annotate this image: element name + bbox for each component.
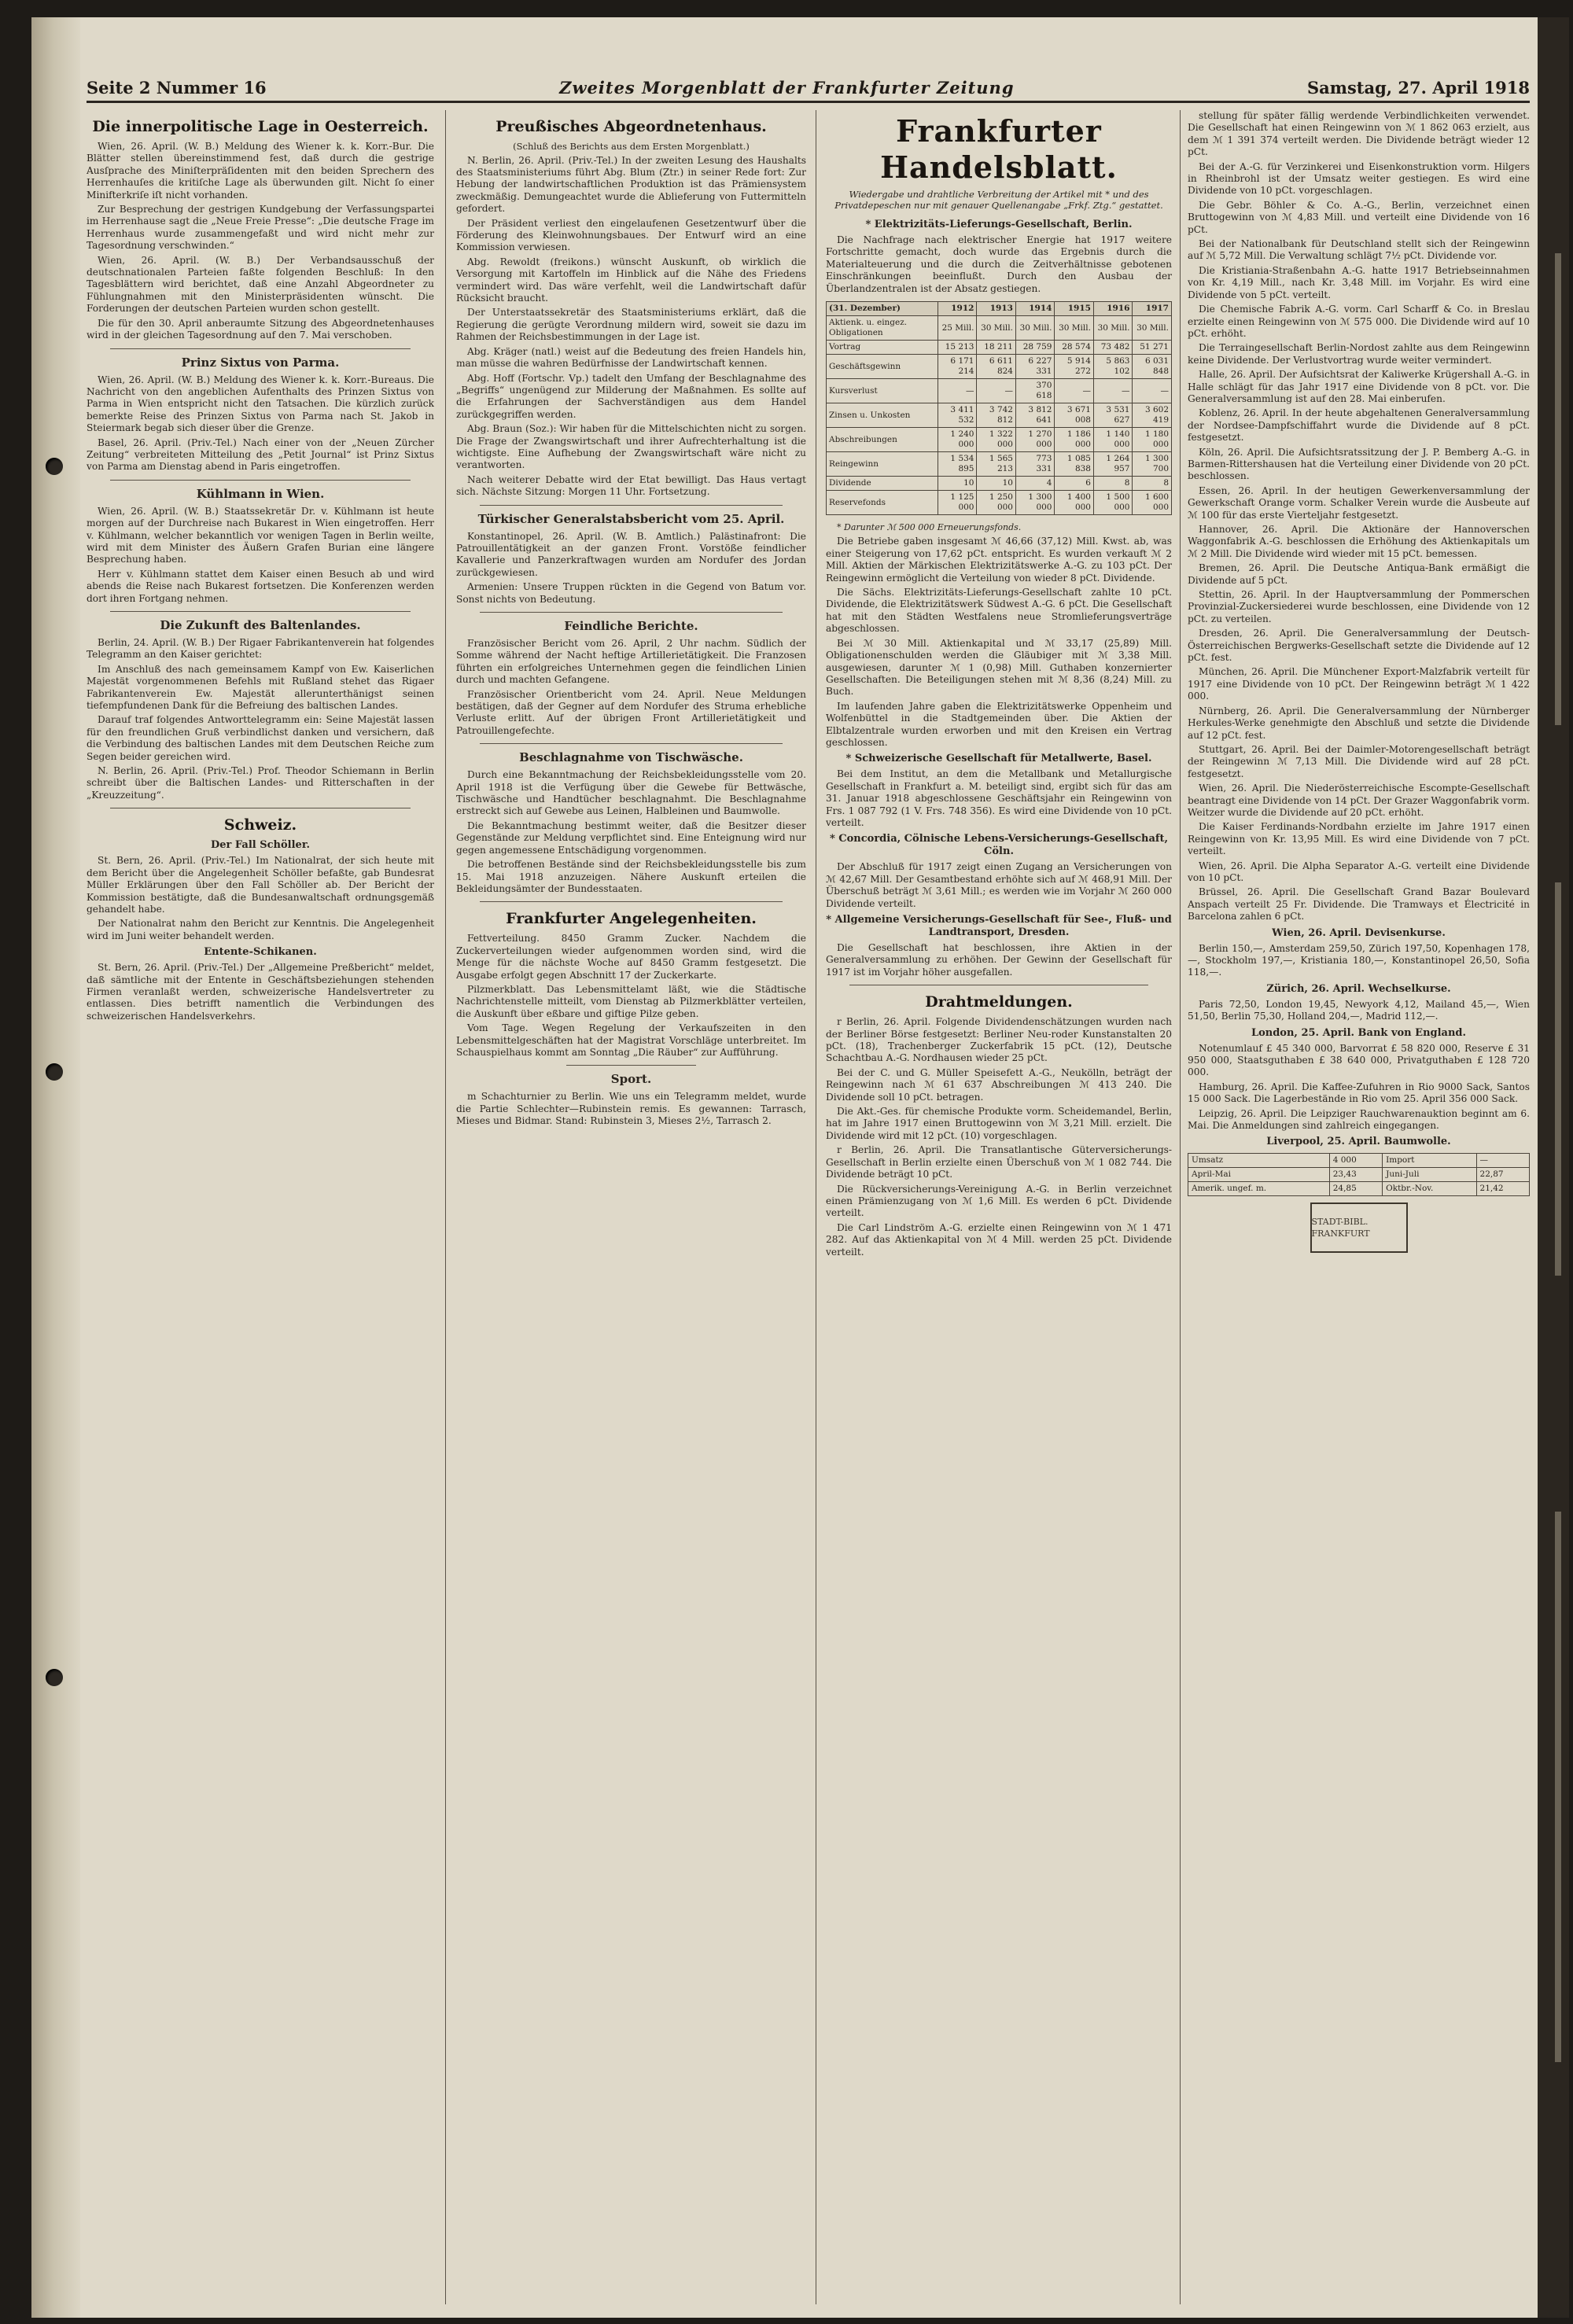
article-paragraph: Durch eine Bekanntmachung der Reichsbekleidungsstelle vom 20. April 1918 ist die Verfügung über die Gewebe für Bettwäsche, Tischwäsche und Handtücher beschlagnahmt. Die Beschlagnahme erstreckt sich auf Gewebe aus Leinen, Halbleinen und Baumwolle. <box>456 769 806 817</box>
table-row <box>827 316 1172 341</box>
article-headline: * Allgemeine Versicherungs-Gesellschaft für See-, Fluß- und Landtransport, Dresden. <box>826 914 1172 938</box>
table-cell: 6 <box>1055 477 1094 491</box>
table-cell: — <box>1476 1154 1529 1168</box>
article-paragraph: St. Bern, 26. April. (Priv.-Tel.) Der „Allgemeine Preßbericht“ meldet, daß sämtliche mit der Entente in Geschäftsbeziehungen stehenden Firmen veranlaßt werden, schweizerische Handelsvertreter zu entlassen. Dies betrifft namentlich die Verbindungen des schweizerischen Handelsverkehrs. <box>87 962 434 1022</box>
table-cell: — <box>938 379 977 403</box>
table-cell: Aktienk. u. eingez. Obligationen <box>827 316 938 341</box>
article-paragraph: Der Abschluß für 1917 zeigt einen Zugang an Versicherungen von ℳ 42,67 Mill. Der Gesamtbestand erhöhte sich auf ℳ 468,91 Mill. Der Überschuß beträgt ℳ 3,61 Mill.; es werden wie im Vorjahr ℳ 260 000 Dividende verteilt. <box>826 861 1172 909</box>
article-paragraph: Vom Tage. Wegen Regelung der Verkaufszeiten in den Lebensmittelgeschäften hat der Magistrat Vorschläge unterbreitet. Im Schauspielhaus kommt am Sonntag „Die Räuber“ zur Aufführung. <box>456 1022 806 1058</box>
table-cell: 1 534 895 <box>938 452 977 477</box>
article-headline: Der Fall Schöller. <box>210 839 311 852</box>
table-cell: 8 <box>1093 477 1133 491</box>
table-cell: 1 300 700 <box>1133 452 1172 477</box>
table-cell: 1 240 000 <box>938 428 977 452</box>
table-cell: Umsatz <box>1188 1154 1330 1168</box>
column-rule <box>1180 110 1181 2304</box>
table-cell: 1 250 000 <box>977 491 1016 515</box>
table-cell: Oktbr.-Nov. <box>1383 1182 1476 1196</box>
article-paragraph: Im Anschluß des nach gemeinsamem Kampf von Ew. Kaiserlichen Majestät vorgenommenen Befehls mit Rußland stehet das Rigaer Fabrikantenverein Ew. Majestät allerunterthänigst seinen tiefempfundenen Dank für die Befreiung des baltischen Landes. <box>87 663 434 712</box>
table-cell: 1 300 000 <box>1015 491 1055 515</box>
table-row <box>827 355 1172 379</box>
article-paragraph: Nach weiterer Debatte wird der Etat bewilligt. Das Haus vertagt sich. Nächste Sitzung: Morgen 11 Uhr. Fortsetzung. <box>456 473 806 498</box>
table-cell: 23,43 <box>1329 1168 1382 1182</box>
article-paragraph: Köln, 26. April. Die Aufsichtsratssitzung der J. P. Bemberg A.-G. in Barmen-Rittershausen hat die Verteilung einer Dividende von 20 pCt. beschlossen. <box>1188 446 1530 482</box>
newspaper-page <box>31 17 1569 2318</box>
article-paragraph: Die für den 30. April anberaumte Sitzung des Abgeordnetenhauses wird in der gleichen Tagesordnung auf den 7. Mai verschoben. <box>87 317 434 341</box>
article-subtitle: (Schluß des Berichts aus dem Ersten Morgenblatt.) <box>513 141 750 152</box>
article-paragraph: Fettverteilung. 8450 Gramm Zucker. Nachdem die Zuckerverteilungen wieder aufgenommen worden sind, wird die Menge für die nächste Woche auf 8450 Gramm festgesetzt. Die Ausgabe erfolgt gegen Abschnitt 17 der Zuckerkarte. <box>456 933 806 981</box>
article-headline: Die Zukunft des Baltenlandes. <box>160 618 361 632</box>
table-cell: 773 331 <box>1015 452 1055 477</box>
article-paragraph: Die Terraingesellschaft Berlin-Nordost zahlte aus dem Reingewinn keine Dividende. Der Verlustvortrag wurde weiter vermindert. <box>1188 342 1530 366</box>
page-number: Seite 2 Nummer 16 <box>87 78 267 98</box>
table-cell: 30 Mill. <box>1055 316 1094 341</box>
column-rule <box>445 110 446 2304</box>
article-headline: Entente-Schikanen. <box>204 946 317 959</box>
article-paragraph: Zur Besprechung der gestrigen Kundgebung der Verfassungspartei im Herrenhause sagt die „Neue Freie Presse“: „Die deutsche Frage im Herrenhaus wurde zusammengefaßt und wird nicht mehr zur Tagesordnung verschwinden.“ <box>87 204 434 252</box>
table-cell: Reservefonds <box>827 491 938 515</box>
market-headline: London, 25. April. Bank von England. <box>1251 1026 1467 1039</box>
table-row <box>827 379 1172 403</box>
article-paragraph: Bremen, 26. April. Die Deutsche Antiqua-Bank ermäßigt die Dividende auf 5 pCt. <box>1188 562 1530 586</box>
table-header-cell: (31. Dezember) <box>827 302 938 316</box>
article-paragraph: Hamburg, 26. April. Die Kaffee-Zufuhren in Rio 9000 Sack, Santos 15 000 Sack. Die Lagerbestände in Rio vom 25. April 356 000 Sack. <box>1188 1081 1530 1105</box>
article-paragraph: Der Nationalrat nahm den Bericht zur Kenntnis. Die Angelegenheit wird im Juni weiter behandelt werden. <box>87 918 434 941</box>
table-cell: 8 <box>1133 477 1172 491</box>
table-header-cell: 1912 <box>938 302 977 316</box>
table-cell: 30 Mill. <box>977 316 1016 341</box>
article-headline: Preußisches Abgeordnetenhaus. <box>495 118 767 135</box>
article-paragraph: Wien, 26. April. (W. B.) Staatssekretär Dr. v. Kühlmann ist heute morgen auf der Durchreise nach Bukarest in Wien eingetroffen. Herr v. Kühlmann, welcher bekanntlich vor wenigen Tagen in Berlin weilte, wird mit dem Minister des Äußern Grafen Burian eine längere Besprechung haben. <box>87 505 434 565</box>
table-cell: 1 600 000 <box>1133 491 1172 515</box>
article-paragraph: Die betroffenen Bestände sind der Reichsbekleidungsstelle bis zum 15. Mai 1918 anzuzeigen. Nähere Auskunft erteilen die Bekleidungsämter der Bundesstaaten. <box>456 859 806 894</box>
table-row <box>827 428 1172 452</box>
market-headline: Zürich, 26. April. Wechselkurse. <box>1266 982 1451 995</box>
article-paragraph: Stettin, 26. April. In der Hauptversammlung der Pommerschen Provinzial-Zuckersiederei wurde beschlossen, eine Dividende von 12 pCt. zu verteilen. <box>1188 589 1530 624</box>
article-paragraph: Die Gesellschaft hat beschlossen, ihre Aktien in der Generalversammlung zu erhöhen. Der Gewinn der Gesellschaft für 1917 ist im Vorjahr höher ausgefallen. <box>826 942 1172 978</box>
binding-hole <box>46 458 63 475</box>
table-cell: 15 213 <box>938 341 977 355</box>
table-cell: 6 611 824 <box>977 355 1016 379</box>
table-cell: 51 271 <box>1133 341 1172 355</box>
table-row <box>827 341 1172 355</box>
table-cell: 25 Mill. <box>938 316 977 341</box>
article-headline: Türkischer Generalstabsbericht vom 25. April. <box>477 511 785 526</box>
article-paragraph: Abg. Rewoldt (freikons.) wünscht Auskunft, ob wirklich die Versorgung mit Kartoffeln im Hinblick auf die Nähe des Friedens vermindert wird. Das wäre verfehlt, weil die Landwirtschaft dafür Rücksicht braucht. <box>456 256 806 304</box>
table-cell: 3 812 641 <box>1015 403 1055 428</box>
article-paragraph: Die Akt.-Ges. für chemische Produkte vorm. Scheidemandel, Berlin, hat im Jahre 1917 einen Bruttogewinn von ℳ 3,21 Mill. erzielt. Die Dividende wird mit 12 pCt. (10) vorgeschlagen. <box>826 1106 1172 1141</box>
table-cell: 1 186 000 <box>1055 428 1094 452</box>
table-cell: Zinsen u. Unkosten <box>827 403 938 428</box>
financial-table <box>826 301 1172 515</box>
article-paragraph: Bei der Nationalbank für Deutschland stellt sich der Reingewinn auf ℳ 5,72 Mill. Die Verwaltung schlägt 7½ pCt. Dividende vor. <box>1188 238 1530 262</box>
table-cell: 1 085 838 <box>1055 452 1094 477</box>
article-paragraph: Die Kristiania-Straßenbahn A.-G. hatte 1917 Betriebseinnahmen von Kr. 4,19 Mill., nach Kr. 3,48 Mill. im Vorjahr. Es wird eine Dividende von 5 pCt. verteilt. <box>1188 264 1530 300</box>
table-row <box>827 477 1172 491</box>
article-paragraph: Die Kaiser Ferdinands-Nordbahn erzielte im Jahre 1917 einen Reingewinn von Kr. 13,95 Mill. Es wird eine Dividende von 7 pCt. verteilt. <box>1188 821 1530 857</box>
table-cell: 1 270 000 <box>1015 428 1055 452</box>
article-paragraph: Wien, 26. April. (W. B.) Meldung des Wiener k. k. Korr.-Bur. Die Blätter stellen übereinstimmend fest, daß durch die gestrige Ausſprache des Miniſterpräſidenten mit den beiden Sprechern des Herrenhauſes die kritiſche Lage als überwunden gilt. Nicht ſo einer Minifterkriſe iſt nicht vorhanden. <box>87 141 434 201</box>
article-paragraph: Bei der C. und G. Müller Speisefett A.-G., Neukölln, beträgt der Reingewinn nach ℳ 61 637 Abschreibungen ℳ 413 240. Die Dividende soll 10 pCt. betragen. <box>826 1066 1172 1103</box>
article-paragraph: Abg. Hoff (Fortschr. Vp.) tadelt den Umfang der Beschlagnahme des „Begriffs“ ungenügend zur Milderung der Maßnahmen. Es sollte auf die Erfahrungen der Sachverständigen aus dem Handel zurückgegriffen werden. <box>456 372 806 420</box>
table-row <box>1188 1168 1530 1182</box>
table-cell: 30 Mill. <box>1093 316 1133 341</box>
article-paragraph: Wien, 26. April. (W. B.) Der Verbandsausschuß der deutschnationalen Parteien faßte folgenden Beschluß: In den Tagesblättern wird berichtet, daß eine Anzahl Abgeordneter zu Fühlungnahmen mit den Ministerpräsidenten wünscht. Die Forderungen der deutschen Parteien wurden schon gestellt. <box>87 254 434 315</box>
table-cell: 30 Mill. <box>1133 316 1172 341</box>
article-paragraph: Die Bekanntmachung bestimmt weiter, daß die Besitzer dieser Gegenstände zur Meldung verpflichtet sind. Eine Enteignung wird nur gegen angemessene Entschädigung vorgenommen. <box>456 819 806 856</box>
table-cell: 30 Mill. <box>1015 316 1055 341</box>
table-cell: 28 574 <box>1055 341 1094 355</box>
table-cell: 5 914 272 <box>1055 355 1094 379</box>
table-cell: — <box>1055 379 1094 403</box>
article-paragraph: Wien, 26. April. (W. B.) Meldung des Wiener k. k. Korr.-Bureaus. Die Nachricht von den angeblichen Aufenthalts des Prinzen Sixtus von Parma in Wien entspricht nicht den Tatsachen. Die kürzlich zurück bemerkte Reise des Prinzen Sixtus von Parma nach St. Jakob in Steiermark begab sich dieser über die Grenze. <box>87 374 434 434</box>
table-row <box>827 452 1172 477</box>
table-cell: Juni-Juli <box>1383 1168 1476 1182</box>
article-paragraph: Herr v. Kühlmann stattet dem Kaiser einen Besuch ab und wird abends die Reise nach Bukarest fortsetzen. Die Konferenzen werden dort ihren Fortgang nehmen. <box>87 568 434 604</box>
table-cell: 6 171 214 <box>938 355 977 379</box>
table-cell: 21,42 <box>1476 1182 1529 1196</box>
article-paragraph: Koblenz, 26. April. In der heute abgehaltenen Generalversammlung der Nordsee-Dampfschiffahrt wurde die Dividende auf 8 pCt. festgesetzt. <box>1188 407 1530 444</box>
table-cell: Amerik. ungef. m. <box>1188 1182 1330 1196</box>
article-paragraph: Der Unterstaatssekretär des Staatsministeriums erklärt, daß die Regierung die gerügte Verordnung mildern wird, soweit sie dazu im Rahmen der Reichsbestimmungen in der Lage ist. <box>456 307 806 343</box>
table-cell: 3 671 008 <box>1055 403 1094 428</box>
table-header-cell: 1916 <box>1093 302 1133 316</box>
table-row <box>827 491 1172 515</box>
table-cell: 73 482 <box>1093 341 1133 355</box>
table-header-cell: 1917 <box>1133 302 1172 316</box>
section-headline: Frankfurter Angelegenheiten. <box>506 910 757 928</box>
article-paragraph: Die Chemische Fabrik A.-G. vorm. Carl Scharff & Co. in Breslau erzielte einen Reingewinn von ℳ 575 000. Die Dividende wird auf 10 pCt. erhöht. <box>1188 304 1530 339</box>
table-cell: Import <box>1383 1154 1476 1168</box>
article-paragraph: Basel, 26. April. (Priv.-Tel.) Nach einer von der „Neuen Zürcher Zeitung“ verbreiteten Mitteilung des „Petit Journal“ ist Prinz Sixtus von Parma am Dienstag abend in Paris eingetroffen. <box>87 436 434 473</box>
market-paragraph: Berlin 150,—, Amsterdam 259,50, Zürich 197,50, Kopenhagen 178,—, Stockholm 197,—, Kristiania 180,—, Konstantinopel 26,50, Sofia 118,—. <box>1188 942 1530 978</box>
article-paragraph: N. Berlin, 26. April. (Priv.-Tel.) Prof. Theodor Schiemann in Berlin schreibt über die Baltischen Landes- und Ritterschaften in der „Kreuzzeitung“. <box>87 765 434 801</box>
article-paragraph: r Berlin, 26. April. Folgende Dividendenschätzungen wurden nach der Berliner Börse festgesetzt: Berliner Neu-roder Kunstanstalten 20 pCt. (18), Trachenberger Zuckerfabrik 15 pCt. (12), Deutsche Schachtbau A.-G. Nordhausen wieder 25 pCt. <box>826 1016 1172 1064</box>
article-paragraph: Bei der A.-G. für Verzinkerei und Eisenkonstruktion vorm. Hilgers in Rheinbrohl ist der Umsatz weiter gestiegen. Es wird eine Dividende von 10 pCt. vorgeschlagen. <box>1188 160 1530 197</box>
table-cell: 28 759 <box>1015 341 1055 355</box>
table-cell: 3 602 419 <box>1133 403 1172 428</box>
market-headline: Wien, 26. April. Devisenkurse. <box>1272 926 1446 939</box>
binding-edge <box>31 17 80 2318</box>
column-4 <box>1188 110 1530 2304</box>
article-headline: Beschlagnahme von Tischwäsche. <box>519 750 743 765</box>
article-headline: * Schweizerische Gesellschaft für Metallwerte, Basel. <box>845 753 1152 765</box>
article-paragraph: N. Berlin, 26. April. (Priv.-Tel.) In der zweiten Lesung des Haushalts des Staatsministeriums führt Abg. Blum (Ztr.) in seiner Rede fort: Zur Hebung der landwirtschaftlichen Produktion ist das Prämiensystem zweckmäßig. Demungeachtet wurde die Ablieferung von Futtermitteln gefordert. <box>456 154 806 215</box>
table-cell: 22,87 <box>1476 1168 1529 1182</box>
market-paragraph: Paris 72,50, London 19,45, Newyork 4,12, Mailand 45,—, Wien 51,50, Berlin 75,30, Holland 204,—, Madrid 112,—. <box>1188 998 1530 1022</box>
table-cell: 18 211 <box>977 341 1016 355</box>
section-headline: Drahtmeldungen. <box>925 993 1073 1011</box>
article-paragraph: r Berlin, 26. April. Die Transatlantische Güterversicherungs-Gesellschaft in Berlin erzielte einen Überschuß von ℳ 1 082 744. Die Dividende beträgt 10 pCt. <box>826 1144 1172 1180</box>
table-row <box>1188 1154 1530 1168</box>
column-1 <box>87 110 434 2304</box>
table-cell: 1 264 957 <box>1093 452 1133 477</box>
table-header-cell: 1913 <box>977 302 1016 316</box>
table-cell: — <box>977 379 1016 403</box>
article-paragraph: Die Nachfrage nach elektrischer Energie hat 1917 weitere Fortschritte gemacht, doch wurde das Ergebnis durch die Materialteuerung und die durch die Zeitverhältnisse gebotenen Einschränkungen beeinflußt. Durch den Ausbau der Überlandzentralen ist der Absatz gestiegen. <box>826 234 1172 294</box>
table-cell: Reingewinn <box>827 452 938 477</box>
article-paragraph: Abg. Braun (Soz.): Wir haben für die Mittelschichten nicht zu sorgen. Die Frage der Zwangswirtschaft und ihrer Aufrechterhaltung ist die wichtigste. Eine Aufhebung der Zwangswirtschaft wäre nicht zu verantworten. <box>456 423 806 471</box>
article-paragraph: Die Sächs. Elektrizitäts-Lieferungs-Gesellschaft zahlte 10 pCt. Dividende, die Elektrizitätswerk Südwest A.-G. 6 pCt. Die Gesellschaft hat mit den Städten Westfalens neue Stromlieferungsverträge abgeschlossen. <box>826 587 1172 635</box>
table-cell: Vortrag <box>827 341 938 355</box>
article-paragraph: Essen, 26. April. In der heutigen Gewerkenversammlung der Gewerkschaft Orange vorm. Schalker Verein wurde die Ausbeute auf ℳ 100 für das erste Vierteljahr festgesetzt. <box>1188 484 1530 521</box>
table-cell: — <box>1133 379 1172 403</box>
article-paragraph: stellung für später fällig werdende Verbindlichkeiten verwendet. Die Gesellschaft hat einen Reingewinn von ℳ 1 862 063 erzielt, aus dem ℳ 1 391 374 verteilt werden. Die Dividende beträgt wieder 12 pCt. <box>1188 110 1530 158</box>
table-cell: 24,85 <box>1329 1182 1382 1196</box>
article-paragraph: Leipzig, 26. April. Die Leipziger Rauchwarenauktion beginnt am 6. Mai. Die Anmeldungen sind zahlreich eingegangen. <box>1188 1107 1530 1132</box>
article-paragraph: Bei ℳ 30 Mill. Aktienkapital und ℳ 33,17 (25,89) Mill. Obligationenschulden werden die Gläubiger mit ℳ 3,38 Mill. ausgewiesen, darunter ℳ 1 (0,98) Mill. Guthaben konzernierter Gesellschaften. Die Beteiligungen stehen mit ℳ 8,36 (8,24) Mill. zu Buch. <box>826 637 1172 698</box>
article-paragraph: München, 26. April. Die Münchener Export-Malzfabrik verteilt für 1917 eine Dividende von 10 pCt. Der Reingewinn beträgt ℳ 1 422 000. <box>1188 666 1530 702</box>
article-paragraph: Die Betriebe gaben insgesamt ℳ 46,66 (37,12) Mill. Kwst. ab, was einer Steigerung von 17,62 pCt. entspricht. Es wurden verkauft ℳ 2 Mill. Aktien der Märkischen Elektrizitätswerke A.-G. zu 103 pCt. Der Reingewinn ermöglicht die Verteilung von wieder 8 pCt. Dividende. <box>826 536 1172 584</box>
table-cell: 1 565 213 <box>977 452 1016 477</box>
table-row <box>1188 1182 1530 1196</box>
article-paragraph: Stuttgart, 26. April. Bei der Daimler-Motorengesellschaft beträgt der Reingewinn ℳ 7,13 Mill. Die Dividende wird auf 28 pCt. festgesetzt. <box>1188 743 1530 779</box>
article-paragraph: Pilzmerkblatt. Das Lebensmittelamt läßt, wie die Städtische Nachrichtenstelle mitteilt, vom Dienstag ab Pilzmerkblätter verteilen, die Auskunft über eßbare und giftige Pilze geben. <box>456 983 806 1019</box>
article-paragraph: Darauf traf folgendes Antworttelegramm ein: Seine Majestät lassen für den freundlichen Gruß verbindlichst danken und versichern, daß die Verbindung des baltischen Landes mit dem Deutschen Reiche zum Segen beider gereichen wird. <box>87 714 434 762</box>
table-cell: 3 742 812 <box>977 403 1016 428</box>
article-headline: Die innerpolitische Lage in Oesterreich. <box>92 118 429 135</box>
table-header-cell: 1914 <box>1015 302 1055 316</box>
article-headline: Kühlmann in Wien. <box>196 486 325 501</box>
market-paragraph: Notenumlauf £ 45 340 000, Barvorrat £ 58 820 000, Reserve £ 31 950 000, Staatsguthaben £ 38 640 000, Privatguthaben £ 128 720 000. <box>1188 1042 1530 1078</box>
table-cell: 1 180 000 <box>1133 428 1172 452</box>
table-footnote: * Darunter ℳ 500 000 Erneuerungsfonds. <box>837 522 1022 533</box>
article-paragraph: Bei dem Institut, an dem die Metallbank und Metallurgische Gesellschaft in Frankfurt a. M. beteiligt sind, ergibt sich für das am 31. Januar 1918 abgeschlossene Geschäftsjahr ein Reingewinn von Frs. 1 087 792 (1 V. Frs. 748 356). Es wird eine Dividende von 10 pCt. verteilt. <box>826 768 1172 828</box>
handelsblatt-title: Frankfurter Handelsblatt. <box>880 113 1118 185</box>
table-cell: April-Mai <box>1188 1168 1330 1182</box>
masthead <box>87 66 1530 103</box>
table-cell: Abschreibungen <box>827 428 938 452</box>
table-cell: — <box>1093 379 1133 403</box>
library-stamp: STADT-BIBL. FRANKFURT <box>1310 1203 1408 1253</box>
table-cell: 370 618 <box>1015 379 1055 403</box>
article-paragraph: Die Rückversicherungs-Vereinigung A.-G. in Berlin verzeichnet einen Prämienzugang von ℳ 1,6 Mill. Es werden 6 pCt. Dividende verteilt. <box>826 1183 1172 1219</box>
article-paragraph: Armenien: Unsere Truppen rückten in die Gegend von Batum vor. Sonst nichts von Bedeutung. <box>456 581 806 605</box>
table-cell: 4 <box>1015 477 1055 491</box>
article-paragraph: Der Präsident verliest den eingelaufenen Gesetzentwurf über die Förderung des Kleinwohnungsbaues. Der Entwurf wird an eine Kommission verwiesen. <box>456 217 806 253</box>
article-paragraph: Brüssel, 26. April. Die Gesellschaft Grand Bazar Boulevard Anspach verteilt 25 Fr. Dividende. Die Tramways et Électricité in Barcelona zahlen 6 pCt. <box>1188 886 1530 923</box>
article-paragraph: Dresden, 26. April. Die Generalversammlung der Deutsch-Österreichischen Bergwerks-Gesellschaft setzte die Dividende auf 12 pCt. fest. <box>1188 628 1530 664</box>
table-cell: Kursverlust <box>827 379 938 403</box>
binding-hole <box>46 1669 63 1686</box>
table-cell: 10 <box>938 477 977 491</box>
article-headline: * Elektrizitäts-Lieferungs-Gesellschaft, Berlin. <box>865 219 1133 230</box>
column-2 <box>456 110 806 2304</box>
table-cell: 1 500 000 <box>1093 491 1133 515</box>
table-cell: 5 863 102 <box>1093 355 1133 379</box>
article-paragraph: Französischer Bericht vom 26. April, 2 Uhr nachm. Südlich der Somme während der Nacht heftige Artillerietätigkeit. Die Franzosen führten ein erfolgreiches Unternehmen gegen die feindlichen Linien durch und machten Gefangene. <box>456 638 806 686</box>
handelsblatt-subtitle: Wiedergabe und drahtliche Verbreitung der Artikel mit * und des Privatdepeschen nur mit genauer Quellenangabe „Frkf. Ztg.“ gestattet. <box>834 189 1163 211</box>
table-cell: 6 031 848 <box>1133 355 1172 379</box>
newspaper-title: Zweites Morgenblatt der Frankfurter Zeitung <box>559 78 1015 98</box>
table-row <box>827 403 1172 428</box>
article-headline: * Concordia, Cölnische Lebens-Versicherungs-Gesellschaft, Cöln. <box>829 833 1169 858</box>
article-paragraph: Wien, 26. April. Die Niederösterreichische Escompte-Gesellschaft beantragt eine Dividende von 14 pCt. Der Grazer Waggonfabrik vorm. Weitzer wurde die Dividende auf 20 pCt. erhöht. <box>1188 783 1530 818</box>
article-paragraph: Konstantinopel, 26. April. (W. B. Amtlich.) Palästinafront: Die Patrouillentätigkeit an der ganzen Front. Vorstöße feindlicher Kavallerie und Panzerkraftwagen wurden am Nordufer des Jordan zurückgewiesen. <box>456 530 806 578</box>
article-paragraph: Abg. Kräger (natl.) weist auf die Bedeutung des freien Handels hin, man müsse die wahren Bedürfnisse der Landwirtschaft kennen. <box>456 345 806 370</box>
table-cell: 1 125 000 <box>938 491 977 515</box>
article-paragraph: Nürnberg, 26. April. Die Generalversammlung der Nürnberger Herkules-Werke genehmigte den Abschluß und setzte die Dividende auf 12 pCt. fest. <box>1188 705 1530 741</box>
table-cell: 4 000 <box>1329 1154 1382 1168</box>
table-cell: 3 411 532 <box>938 403 977 428</box>
table-cell: 1 140 000 <box>1093 428 1133 452</box>
article-headline: Prinz Sixtus von Parma. <box>181 355 340 370</box>
binding-hole <box>46 1063 63 1081</box>
article-paragraph: Berlin, 24. April. (W. B.) Der Rigaer Fabrikantenverein hat folgendes Telegramm an den Kaiser gerichtet: <box>87 637 434 661</box>
table-cell: 10 <box>977 477 1016 491</box>
article-paragraph: Die Gebr. Böhler & Co. A.-G., Berlin, verzeichnet einen Bruttogewinn von ℳ 4,83 Mill. und verteilt eine Dividende von 16 pCt. <box>1188 199 1530 235</box>
column-3 <box>826 110 1172 2304</box>
article-paragraph: Hannover, 26. April. Die Aktionäre der Hannoverschen Waggonfabrik A.-G. beschlossen die Erhöhung des Aktienkapitals um ℳ 2 Mill. Die Dividende wird wieder mit 15 pCt. bemessen. <box>1188 524 1530 559</box>
table-cell: 1 322 000 <box>977 428 1016 452</box>
table-cell: 3 531 627 <box>1093 403 1133 428</box>
article-paragraph: Im laufenden Jahre gaben die Elektrizitätswerke Oppenheim und Wolfenbüttel in die Stadtgemeinden über. Die Aktien der Elbtalzentrale wurden erworben und mit den Kreisen ein Vertrag geschlossen. <box>826 700 1172 748</box>
right-page-edge <box>1538 17 1569 2318</box>
section-headline: Schweiz. <box>223 816 297 834</box>
market-headline: Liverpool, 25. April. Baumwolle. <box>1266 1136 1451 1148</box>
issue-date: Samstag, 27. April 1918 <box>1306 78 1530 98</box>
article-headline: Feindliche Berichte. <box>564 619 698 633</box>
article-paragraph: Halle, 26. April. Der Aufsichtsrat der Kaliwerke Krügershall A.-G. in Halle schlägt für das Jahr 1917 eine Dividende von 8 pCt. vor. Die Generalversammlung ist auf den 28. Mai einberufen. <box>1188 369 1530 404</box>
cotton-quotes-table <box>1188 1153 1530 1196</box>
table-cell: Dividende <box>827 477 938 491</box>
table-header-cell: 1915 <box>1055 302 1094 316</box>
table-cell: 6 227 331 <box>1015 355 1055 379</box>
article-paragraph: Die Carl Lindström A.-G. erzielte einen Reingewinn von ℳ 1 471 282. Auf das Aktienkapital von ℳ 4 Mill. werden 25 pCt. Dividende verteilt. <box>826 1221 1172 1258</box>
section-headline: Sport. <box>610 1072 652 1087</box>
article-paragraph: St. Bern, 26. April. (Priv.-Tel.) Im Nationalrat, der sich heute mit dem Bericht über die Angelegenheit Schöller befaßte, gab Bundesrat Müller Erklärungen über den Fall Schöller ab. Der Bericht der Kommission bestätigte, daß die Bundesanwaltschaft ordnungsgemäß gehandelt habe. <box>87 855 434 915</box>
article-paragraph: Französischer Orientbericht vom 24. April. Neue Meldungen bestätigen, daß der Gegner auf dem Nordufer des Struma erhebliche Verluste erlitt. Auf der übrigen Front Artillerietätigkeit und Patrouillengefechte. <box>456 688 806 736</box>
table-cell: Geschäftsgewinn <box>827 355 938 379</box>
table-cell: 1 400 000 <box>1055 491 1094 515</box>
article-paragraph: Wien, 26. April. Die Alpha Separator A.-G. verteilt eine Dividende von 10 pCt. <box>1188 860 1530 883</box>
article-paragraph: m Schachturnier zu Berlin. Wie uns ein Telegramm meldet, wurde die Partie Schlechter—Rubinstein remis. Es gewannen: Tarrasch, Mieses und Bidmar. Stand: Rubinstein 3, Mieses 2½, Tarrasch 2. <box>456 1091 806 1127</box>
